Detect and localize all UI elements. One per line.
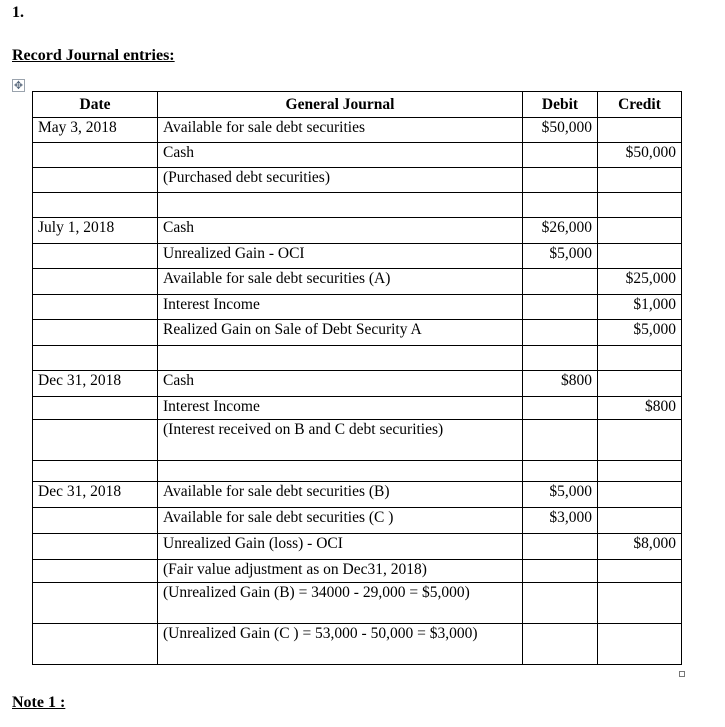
section-title: Record Journal entries: [12, 47, 175, 64]
account-cell: Cash [158, 218, 523, 244]
debit-cell [523, 193, 598, 218]
debit-cell: $5,000 [523, 244, 598, 269]
credit-cell [598, 420, 682, 461]
account-cell [158, 193, 523, 218]
credit-cell [598, 583, 682, 624]
account-cell: Interest Income [158, 295, 523, 320]
credit-cell: $1,000 [598, 295, 682, 320]
table-row-spacer [33, 193, 682, 218]
table-row [33, 118, 682, 143]
date-cell [33, 534, 158, 560]
account-cell: Unrealized Gain - OCI [158, 244, 523, 269]
account-cell: Cash [158, 371, 523, 397]
credit-cell [598, 482, 682, 508]
table-row [33, 560, 682, 583]
narration-cell: (Purchased debt securities) [158, 168, 523, 193]
debit-cell: $26,000 [523, 218, 598, 244]
account-cell: Interest Income [158, 397, 523, 420]
debit-cell: $800 [523, 371, 598, 397]
table-move-handle-icon[interactable]: ✥ [13, 79, 24, 92]
credit-cell: $50,000 [598, 143, 682, 168]
date-cell: Dec 31, 2018 [33, 371, 158, 397]
table-row [33, 534, 682, 560]
debit-cell: $3,000 [523, 508, 598, 534]
account-cell: Available for sale debt securities (C ) [158, 508, 523, 534]
account-cell: Available for sale debt securities (B) [158, 482, 523, 508]
narration-cell: (Fair value adjustment as on Dec31, 2018) [158, 560, 523, 583]
table-row [33, 295, 682, 320]
credit-cell [598, 168, 682, 193]
account-cell [158, 461, 523, 482]
credit-cell [598, 461, 682, 482]
date-cell [33, 346, 158, 371]
table-row [33, 482, 682, 508]
table-row [33, 143, 682, 168]
table-row [33, 508, 682, 534]
date-cell [33, 560, 158, 583]
date-cell [33, 461, 158, 482]
account-cell [158, 346, 523, 371]
credit-cell [598, 346, 682, 371]
debit-cell [523, 168, 598, 193]
debit-cell [523, 624, 598, 665]
account-cell: Unrealized Gain (loss) - OCI [158, 534, 523, 560]
credit-cell [598, 218, 682, 244]
journal-table [32, 91, 682, 665]
debit-cell: $5,000 [523, 482, 598, 508]
table-row [33, 397, 682, 420]
table-row-spacer [33, 346, 682, 371]
narration-cell: (Interest received on B and C debt securities) [158, 420, 523, 461]
credit-cell [598, 560, 682, 583]
date-cell [33, 583, 158, 624]
debit-cell [523, 346, 598, 371]
date-cell [33, 168, 158, 193]
credit-cell: $25,000 [598, 269, 682, 295]
header-credit: Credit [598, 92, 682, 118]
date-cell [33, 269, 158, 295]
table-row [33, 244, 682, 269]
header-general-journal: General Journal [158, 92, 523, 118]
debit-cell [523, 560, 598, 583]
credit-cell [598, 118, 682, 143]
date-cell [33, 244, 158, 269]
debit-cell [523, 269, 598, 295]
debit-cell [523, 295, 598, 320]
debit-cell [523, 143, 598, 168]
debit-cell [523, 320, 598, 346]
date-cell: Dec 31, 2018 [33, 482, 158, 508]
credit-cell [598, 624, 682, 665]
account-cell: Available for sale debt securities [158, 118, 523, 143]
table-row [33, 320, 682, 346]
date-cell [33, 295, 158, 320]
credit-cell: $800 [598, 397, 682, 420]
header-date: Date [33, 92, 158, 118]
table-row [33, 269, 682, 295]
header-debit: Debit [523, 92, 598, 118]
debit-cell [523, 461, 598, 482]
date-cell [33, 624, 158, 665]
credit-cell [598, 371, 682, 397]
narration-cell: (Unrealized Gain (C ) = 53,000 - 50,000 = $3,000) [158, 624, 523, 665]
date-cell [33, 397, 158, 420]
table-row [33, 371, 682, 397]
date-cell [33, 508, 158, 534]
account-cell: Realized Gain on Sale of Debt Security A [158, 320, 523, 346]
account-cell: Cash [158, 143, 523, 168]
credit-cell: $8,000 [598, 534, 682, 560]
debit-cell [523, 397, 598, 420]
table-resize-handle[interactable] [679, 671, 685, 677]
date-cell [33, 193, 158, 218]
date-cell [33, 420, 158, 461]
table-row [33, 420, 682, 461]
table-header-row [33, 92, 682, 118]
table-row [33, 168, 682, 193]
date-cell: May 3, 2018 [33, 118, 158, 143]
date-cell [33, 143, 158, 168]
table-row [33, 583, 682, 624]
debit-cell [523, 534, 598, 560]
credit-cell: $5,000 [598, 320, 682, 346]
narration-cell: (Unrealized Gain (B) = 34000 - 29,000 = $5,000) [158, 583, 523, 624]
date-cell [33, 320, 158, 346]
table-row [33, 218, 682, 244]
credit-cell [598, 193, 682, 218]
note-heading: Note 1 : [12, 694, 66, 711]
debit-cell [523, 420, 598, 461]
table-row [33, 624, 682, 665]
debit-cell [523, 583, 598, 624]
debit-cell: $50,000 [523, 118, 598, 143]
section-number: 1. [12, 4, 24, 21]
credit-cell [598, 508, 682, 534]
credit-cell [598, 244, 682, 269]
account-cell: Available for sale debt securities (A) [158, 269, 523, 295]
table-row-spacer [33, 461, 682, 482]
date-cell: July 1, 2018 [33, 218, 158, 244]
